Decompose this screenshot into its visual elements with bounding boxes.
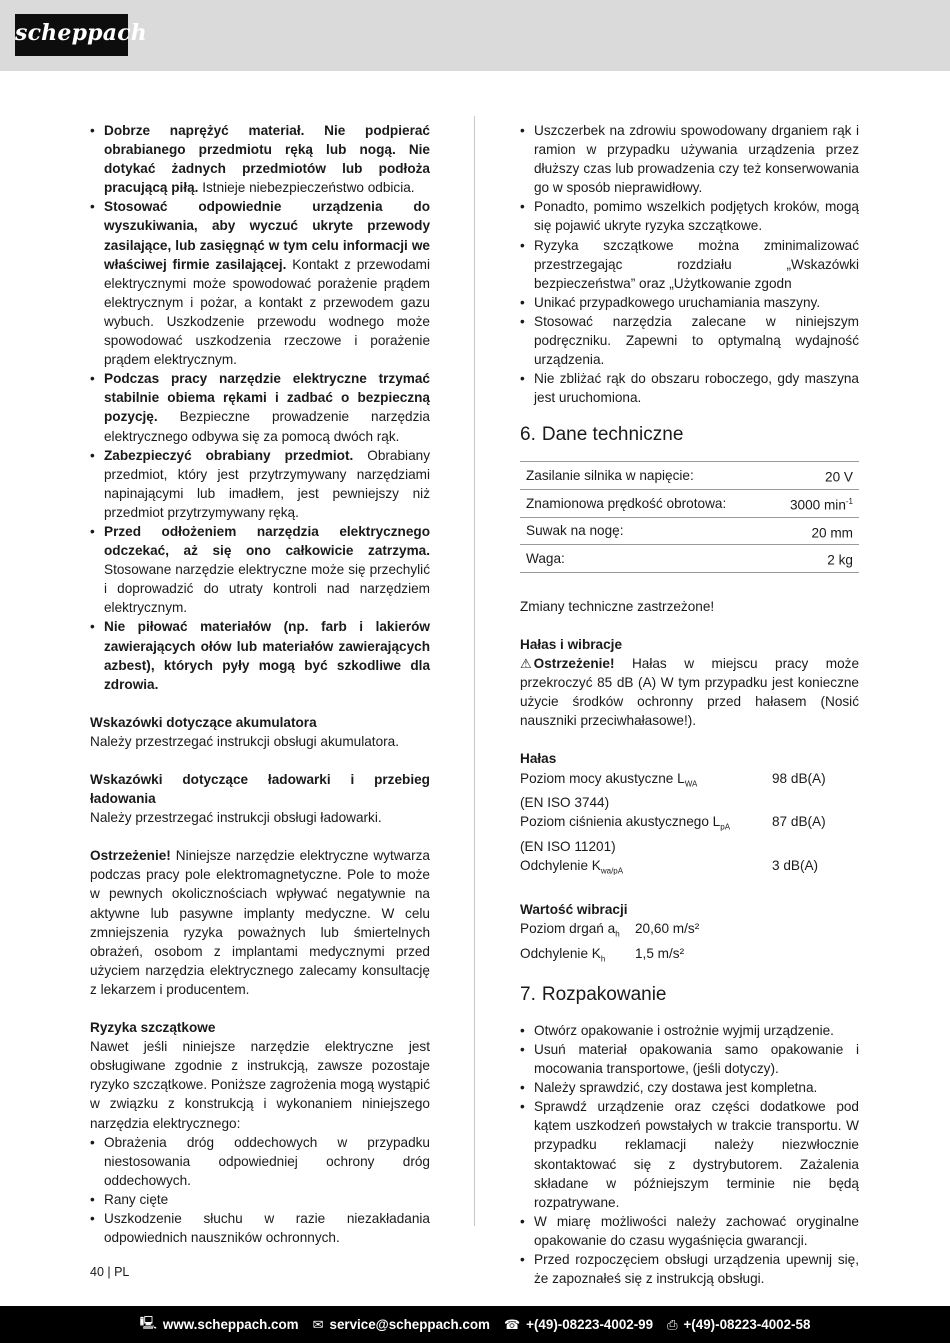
list-item: • Ponadto, pomimo wszelkich podjętych kroków, mogą się pojawić ukryte ryzyka szczątkowe. [520,197,859,235]
noise-norm: (EN ISO 3744) [520,795,610,811]
residual-bullets-cont [520,121,859,407]
noise-vibration-heading: Hałas i wibracje [520,637,623,652]
footer-website[interactable]: 🖳 www.scheppach.com [140,1314,299,1336]
noise-vibration-section [520,635,859,730]
page-header [0,0,950,71]
list-item: • Nie piłować materiałów (np. farb i lakierów zawierających ołów lub materiałów zawierających azbest), których pyły mogą być szkodliwe dla zdrowia. [90,617,430,693]
noise-norm: (EN ISO 11201) [520,839,616,855]
warning-label: Ostrzeżenie! [90,848,171,864]
residual-bullets [90,1133,430,1248]
noise-row: Poziom ciśnienia akustycznego $L_{pA}$ 87 dB(A) [520,814,826,833]
list-item: • Przed odłożeniem narzędzia elektrycznego odczekać, aż się ono całkowicie zatrzyma. Stosowane narzędzie elektryczne może się przechylić i doprowadzić do utraty kontroli nad narzędziem elektrycznym. [90,522,430,617]
page-footer [0,1306,950,1343]
list-item: • Sprawdź urządzenie oraz części dodatkowe pod kątem uszkodzeń powstałych w trakcie transportu. W przypadku reklamacji należy niezwłocznie skontaktować się z dystrybutorem. Zażalenia składane w późniejszym terminie nie będą rozpatrywane. [520,1097,859,1212]
warning-text: Niniejsze narzędzie elektryczne wytwarza podczas pracy pole elektromagnetyczne. Pole to może w pewnych okolicznościach wpływać negatywnie na aktywne lub pasywne implanty medyczne. W celu zmniejszenia ryzyka poważnych lub śmiertelnych obrażeń, osobom z implantami medycznymi przed użyciem narzędzia elektrycznego zalecamy konsultację z lekarzem i producentem. [90,848,430,997]
battery-heading: Wskazówki dotyczące akumulatora [90,714,317,730]
list-item: • Ryzyka szczątkowe można zminimalizować przestrzegając rozdziału „Wskazówki bezpieczeństwa” oraz „Użytkowanie zgodn [520,236,859,293]
list-item: • Usuń materiał opakowania samo opakowanie i mocowania transportowe, (jeśli dotyczy). [520,1040,859,1078]
warning-triangle-icon: ⚠ [520,656,532,672]
list-item: • W miarę możliwości należy zachować oryginalne opakowanie do czasu wygaśnięcia gwarancji. [520,1212,859,1250]
list-item: • Unikać przypadkowego uruchamiania maszyny. [520,293,859,312]
section-7-heading: 7. Rozpakowanie [520,983,667,1005]
footer-phone[interactable]: ☎ +(49)-08223-4002-99 [503,1316,654,1332]
section-6-heading: 6. Dane techniczne [520,424,684,446]
noise-row: Poziom mocy akustyczne $L_{WA}$ 98 dB(A) [520,770,826,789]
phone-icon: ☎ [503,1316,521,1332]
noise-warning-text: Hałas w miejscu pracy może przekroczyć 85 dB (A) W tym przypadku jest konieczne użycie środków ochronny przed hałasem (Nosić nauszniki przeciwhałasowe!). [520,656,859,729]
list-item: • Uszkodzenie słuchu w razie niezakładania odpowiednich nauszników ochronnych. [90,1209,430,1247]
table-row: Waga: 2 kg [520,545,859,573]
noise-heading: Hałas [520,751,557,767]
changes-note: Zmiany techniczne zastrzeżone! [520,598,715,614]
list-item: • Dobrze naprężyć materiał. Nie podpierać obrabianego przedmiotu ręką lub nogą. Nie dotykać żadnych przedmiotów lub podłoża pracującą piłą. Istnieje niebezpieczeństwo odbicia. [90,121,430,197]
safety-bullets [90,121,430,694]
list-item: • Stosować narzędzia zalecane w niniejszym podręczniku. Zapewni to optymalną wydajność urządzenia. [520,312,859,369]
charger-section [90,770,430,827]
battery-text: Należy przestrzegać instrukcji obsługi akumulatora. [90,733,400,749]
emf-warning [90,846,430,999]
tech-data-table [520,461,859,573]
list-item: • Przed rozpoczęciem obsługi urządzenia upewnij się, że zapoznałeś się z instrukcją obsługi. [520,1250,859,1288]
residual-heading: Ryzyka szczątkowe [90,1020,216,1036]
logo-text: scheppach [15,20,147,46]
list-item: • Otwórz opakowanie i ostrożnie wyjmij urządzenie. [520,1021,859,1040]
unpacking-bullets [520,1021,859,1288]
table-row: Znamionowa prędkość obrotowa: 3000 $\min^{-1}$ [520,490,859,518]
list-item: • Podczas pracy narzędzie elektryczne trzymać stabilnie obiema rękami i zadbać o bezpieczną pozycję. Bezpieczne prowadzenie narzędzia elektrycznego odbywa się za pomocą dwóch rąk. [90,369,430,445]
left-column [90,121,430,1247]
residual-text: Nawet jeśli niniejsze narzędzie elektryczne jest obsługiwane zgodnie z instrukcją, zawsze pozostaje ryzyko szczątkowe. Poniższe zagrożenia mogą wystąpić w związku z konstrukcją i wykonaniem niniejszego narzędzia elektrycznego: [90,1039,430,1131]
vibration-section [520,900,859,969]
list-item: • Rany cięte [90,1190,430,1209]
footer-fax: ⎙ +(49)-08223-4002-58 [667,1316,811,1332]
noise-row: Odchylenie $K_{wa/pA}$ 3 dB(A) [520,858,819,877]
vibration-row: Odchylenie $K_h$ 1,5 m/s² [520,946,685,964]
monitor-icon: 🖳 [139,1314,157,1330]
vibration-row: Poziom drgań $a_h$ 20,60 m/s² [520,921,700,939]
scheppach-logo [15,14,147,56]
vibration-heading: Wartość wibracji [520,902,628,918]
noise-section [520,749,859,881]
right-column [520,121,859,1288]
residual-risk-section [90,1018,430,1247]
envelope-icon: ✉ [312,1316,324,1332]
table-row: Suwak na nogę: 20 mm [520,517,859,545]
column-divider [474,116,475,1226]
list-item: • Nie zbliżać rąk do obszaru roboczego, gdy maszyna jest uruchomiona. [520,369,859,407]
footer-email[interactable]: ✉ service@scheppach.com [312,1316,490,1332]
list-item: • Należy sprawdzić, czy dostawa jest kompletna. [520,1078,859,1097]
battery-section [90,713,430,751]
list-item: • Obrażenia dróg oddechowych w przypadku niestosowania odpowiedniej ochrony dróg oddechowych. [90,1133,430,1190]
list-item: • Zabezpieczyć obrabiany przedmiot. Obrabiany przedmiot, który jest przytrzymywany narzędziami napinającymi lub imadłem, jest pewniejszy niż przedmiot przytrzymywany ręką. [90,446,430,522]
list-item: • Uszczerbek na zdrowiu spowodowany drganiem rąk i ramion w przypadku używania urządzenia przez dłuższy czas lub prowadzenia czy też konserwowania go w sposób nieprawidłowy. [520,121,859,197]
table-row: Zasilanie silnika w napięcie: 20 V [520,462,859,490]
charger-heading: Wskazówki dotyczące ładowarki i przebieg ładowania [90,772,430,807]
page-number: 40 | PL [90,1265,130,1279]
fax-icon: ⎙ [667,1316,678,1332]
list-item: • Stosować odpowiednie urządzenia do wyszukiwania, aby wyczuć ukryte przewody zasilające, lub zasięgnąć w tym celu informacji we właściwej firmie zasilającej. Kontakt z przewodami elektrycznymi może spowodować porażenie prądem elektrycznym i pożar, a kontakt z przewodem gazu wybuch. Uszkodzenie przewodu wodnego może spowodować uszkodzenia rzeczowe i porażenie prądem elektrycznym. [90,197,430,369]
charger-text: Należy przestrzegać instrukcji obsługi ładowarki. [90,810,382,826]
noise-warning-label: Ostrzeżenie! [533,656,615,672]
